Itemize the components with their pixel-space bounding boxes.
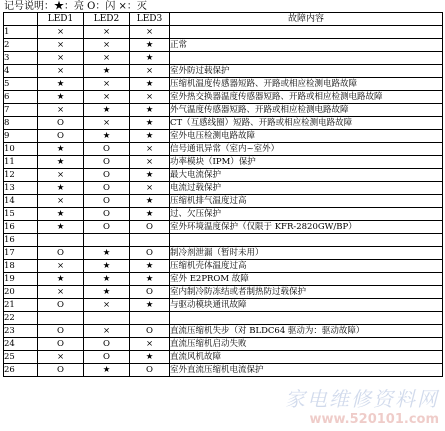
led2-state: O (84, 208, 130, 221)
led3-state: ★ (130, 104, 170, 117)
table-row (4, 104, 443, 117)
fault-description: 正常 (170, 39, 443, 52)
led1-state: O (38, 130, 84, 143)
led1-state (38, 312, 84, 325)
fault-description: 过、欠压保护 (170, 208, 443, 221)
led2-state: ★ (84, 104, 130, 117)
led2-state (84, 234, 130, 247)
table-row (4, 182, 443, 195)
led3-state: ★ (130, 52, 170, 65)
header-led3: LED3 (130, 13, 170, 26)
led2-state: O (84, 351, 130, 364)
led1-state: O (38, 325, 84, 338)
fault-description: 压缩机壳体温度过高 (170, 260, 443, 273)
led3-state: × (130, 338, 170, 351)
led1-state: O (38, 247, 84, 260)
header-led1: LED1 (38, 13, 84, 26)
fault-description: 压缩机温度传感器短路、开路或相应检测电路故障 (170, 78, 443, 91)
table-row (4, 156, 443, 169)
row-number: 14 (4, 195, 38, 208)
fault-description: 室外热交换器温度传感器短路、开路或相应检测电路故障 (170, 91, 443, 104)
table-row (4, 26, 443, 39)
fault-description: 外气温度传感器短路、开路或相应检测电路故障 (170, 104, 443, 117)
table-row (4, 208, 443, 221)
header-number (4, 13, 38, 26)
led3-state: ★ (130, 39, 170, 52)
led3-state: ★ (130, 208, 170, 221)
table-row (4, 260, 443, 273)
fault-description: 最大电流保护 (170, 169, 443, 182)
led3-state: ★ (130, 130, 170, 143)
led3-state: ★ (130, 273, 170, 286)
led1-state: ★ (38, 143, 84, 156)
led2-state: O (84, 143, 130, 156)
fault-description: 信号通讯异常（室内~室外） (170, 143, 443, 156)
led3-state: O (130, 286, 170, 299)
fault-code-table (3, 12, 443, 377)
row-number: 26 (4, 364, 38, 377)
table-row (4, 91, 443, 104)
row-number: 4 (4, 65, 38, 78)
led2-state: O (84, 195, 130, 208)
led2-state (84, 312, 130, 325)
fault-description (170, 52, 443, 65)
table-row (4, 65, 443, 78)
led3-state (130, 234, 170, 247)
fault-description (170, 26, 443, 39)
led1-state: × (38, 169, 84, 182)
led1-state: × (38, 104, 84, 117)
row-number: 13 (4, 182, 38, 195)
led1-state: O (38, 338, 84, 351)
row-number: 8 (4, 117, 38, 130)
header-fault-description: 故障内容 (170, 13, 443, 26)
legend: 记号说明：★：亮 O：闪 ×：灭 (4, 1, 147, 12)
table-row (4, 312, 443, 325)
table-row (4, 169, 443, 182)
led1-state (38, 234, 84, 247)
led3-state: O (130, 247, 170, 260)
table-row (4, 299, 443, 312)
row-number: 16 (4, 221, 38, 234)
led2-state: O (84, 338, 130, 351)
row-number: 16 (4, 234, 38, 247)
led1-state: × (38, 351, 84, 364)
led1-state: ★ (38, 78, 84, 91)
led2-state: × (84, 52, 130, 65)
fault-description: 与驱动模块通讯故障 (170, 299, 443, 312)
led3-state: O (130, 325, 170, 338)
led2-state: ★ (84, 260, 130, 273)
led3-state: ★ (130, 78, 170, 91)
led2-state: O (84, 221, 130, 234)
led2-state: ★ (84, 273, 130, 286)
led2-state: O (84, 169, 130, 182)
led1-state: O (38, 117, 84, 130)
led1-state: × (38, 260, 84, 273)
table-row (4, 234, 443, 247)
led1-state: × (38, 26, 84, 39)
fault-description (170, 234, 443, 247)
led2-state: × (84, 39, 130, 52)
led2-state: × (84, 325, 130, 338)
led2-state: × (84, 91, 130, 104)
led3-state: O (130, 364, 170, 377)
led2-state: ★ (84, 247, 130, 260)
table-row (4, 221, 443, 234)
led2-state: × (84, 117, 130, 130)
led2-state: ★ (84, 364, 130, 377)
led3-state: × (130, 65, 170, 78)
table-row (4, 364, 443, 377)
table-row (4, 117, 443, 130)
watermark-url: www.520101.com (309, 412, 439, 427)
row-number: 15 (4, 208, 38, 221)
fault-description: 功率模块（IPM）保护 (170, 156, 443, 169)
led3-state: ★ (130, 260, 170, 273)
table-row (4, 286, 443, 299)
led3-state (130, 312, 170, 325)
led1-state: ★ (38, 221, 84, 234)
led2-state: O (84, 156, 130, 169)
table-row (4, 52, 443, 65)
fault-description: 直流风机故障 (170, 351, 443, 364)
row-number: 19 (4, 273, 38, 286)
table-row (4, 39, 443, 52)
table-row (4, 325, 443, 338)
fault-description: 电流过载保护 (170, 182, 443, 195)
led1-state: × (38, 39, 84, 52)
fault-description: 直流压缩机启动失败 (170, 338, 443, 351)
fault-description: 室外直流压缩机电流保护 (170, 364, 443, 377)
led3-state: × (130, 91, 170, 104)
led1-state: ★ (38, 208, 84, 221)
row-number: 23 (4, 325, 38, 338)
row-number: 6 (4, 91, 38, 104)
row-number: 24 (4, 338, 38, 351)
watermark (285, 383, 439, 427)
led3-state: ★ (130, 299, 170, 312)
watermark-text: 家电维修资料网 (285, 387, 439, 411)
fault-description: 直流压缩机失步（对 BLDC64 驱动为：驱动故障） (170, 325, 443, 338)
table-row (4, 338, 443, 351)
row-number: 5 (4, 78, 38, 91)
led1-state: × (38, 65, 84, 78)
table-row (4, 247, 443, 260)
fault-description: 室外电压检测电路故障 (170, 130, 443, 143)
led3-state: O (130, 221, 170, 234)
row-number: 1 (4, 26, 38, 39)
table-row (4, 195, 443, 208)
led1-state: × (38, 286, 84, 299)
fault-description: 制冷剂泄漏（暂时未用） (170, 247, 443, 260)
row-number: 7 (4, 104, 38, 117)
fault-description: 压缩机排气温度过高 (170, 195, 443, 208)
led1-state: ★ (38, 156, 84, 169)
led1-state: O (38, 299, 84, 312)
header-led2: LED2 (84, 13, 130, 26)
row-number: 9 (4, 130, 38, 143)
led1-state: × (38, 52, 84, 65)
row-number: 10 (4, 143, 38, 156)
fault-description (170, 312, 443, 325)
led3-state: ★ (130, 117, 170, 130)
led1-state: ★ (38, 273, 84, 286)
row-number: 2 (4, 39, 38, 52)
row-number: 18 (4, 260, 38, 273)
led3-state: ★ (130, 195, 170, 208)
led3-state: × (130, 143, 170, 156)
led3-state: × (130, 26, 170, 39)
led2-state: ★ (84, 286, 130, 299)
led2-state: O (84, 182, 130, 195)
table-row (4, 78, 443, 91)
led3-state: × (130, 156, 170, 169)
row-number: 11 (4, 156, 38, 169)
led2-state: × (84, 26, 130, 39)
led3-state: ★ (130, 169, 170, 182)
led2-state: × (84, 78, 130, 91)
led1-state: ★ (38, 91, 84, 104)
row-number: 25 (4, 351, 38, 364)
led3-state: ★ (130, 351, 170, 364)
fault-description: 室外 E2PROM 故障 (170, 273, 443, 286)
row-number: 3 (4, 52, 38, 65)
fault-description: 室外防过载保护 (170, 65, 443, 78)
fault-description: CT（互感线圈）短路、开路或相应检测电路故障 (170, 117, 443, 130)
table-row (4, 351, 443, 364)
table-header-row (4, 13, 443, 26)
row-number: 17 (4, 247, 38, 260)
row-number: 21 (4, 299, 38, 312)
led1-state: × (38, 195, 84, 208)
led3-state: × (130, 182, 170, 195)
led1-state: O (38, 364, 84, 377)
row-number: 20 (4, 286, 38, 299)
led1-state: ★ (38, 182, 84, 195)
table-row (4, 143, 443, 156)
led2-state: ★ (84, 130, 130, 143)
fault-description: 室外环境温度保护（仅限于 KFR-2820GW/BP） (170, 221, 443, 234)
fault-description: 室内制冷防冻结或者制热防过载保护 (170, 286, 443, 299)
table-row (4, 273, 443, 286)
led2-state: × (84, 299, 130, 312)
led2-state: ★ (84, 65, 130, 78)
table-row (4, 130, 443, 143)
row-number: 12 (4, 169, 38, 182)
row-number: 22 (4, 312, 38, 325)
